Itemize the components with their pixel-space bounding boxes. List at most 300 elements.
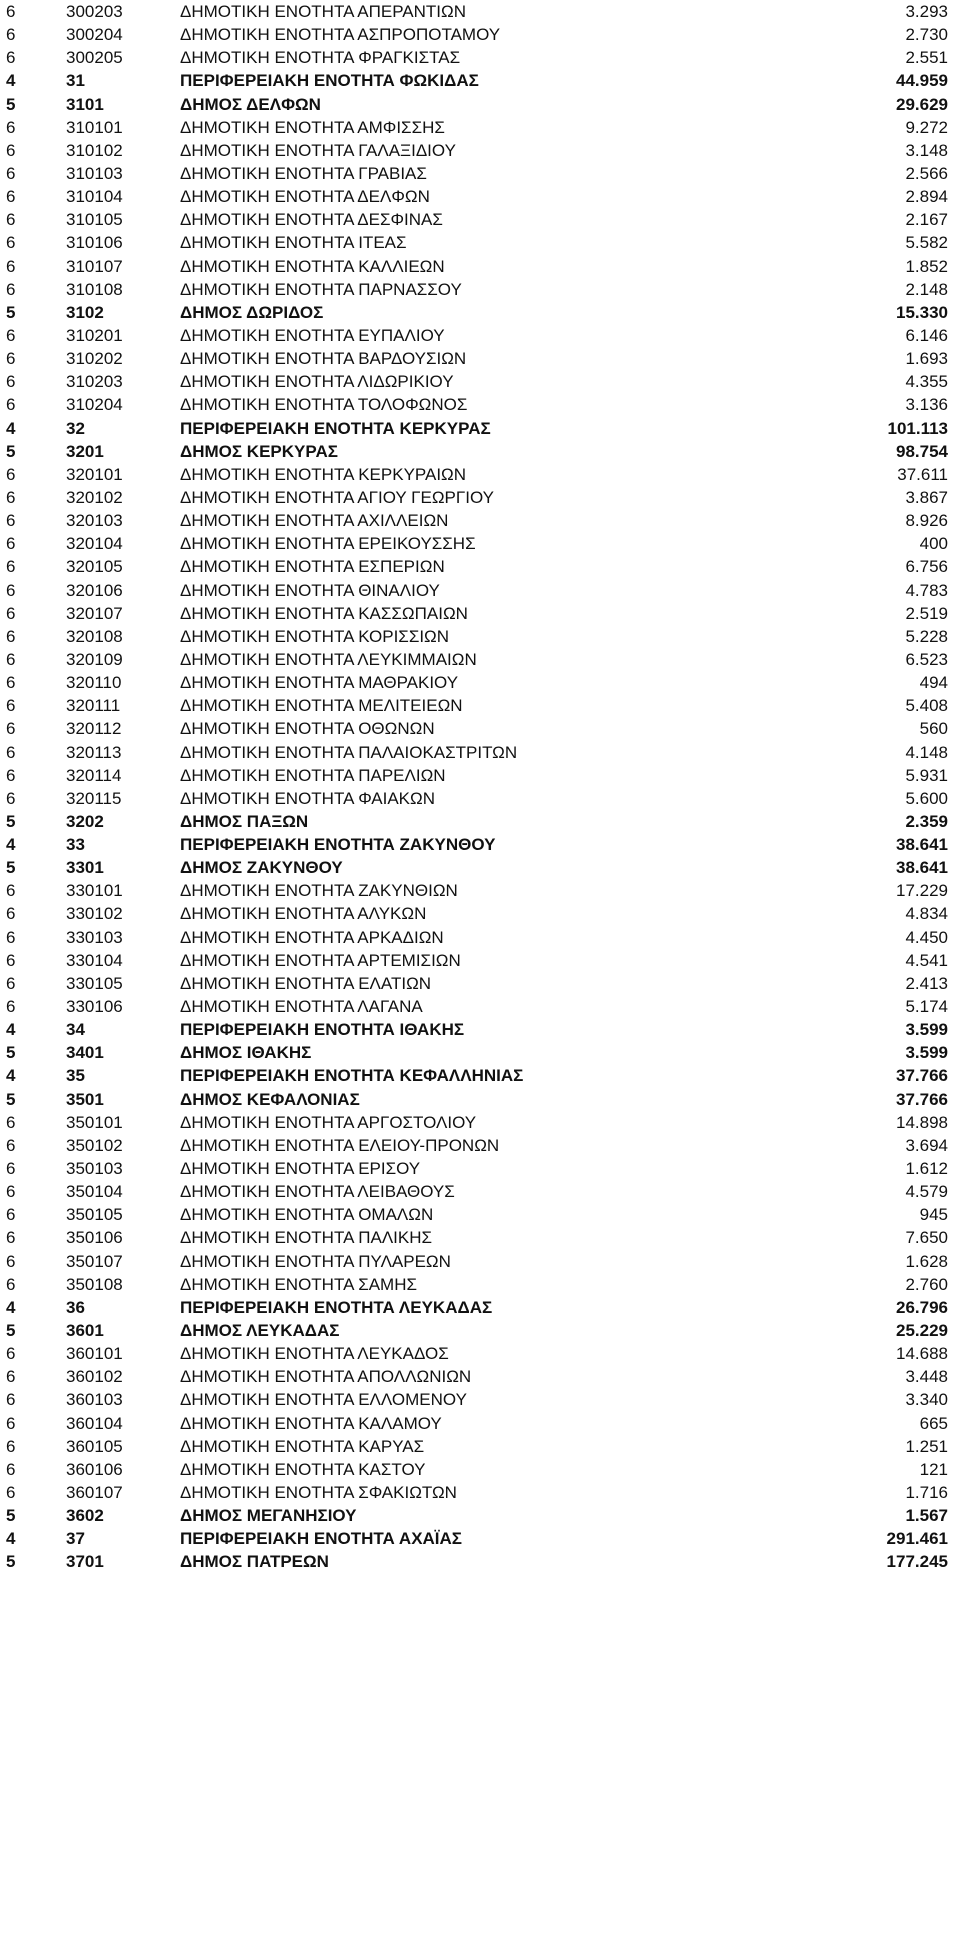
level-cell: 4 — [6, 1529, 16, 1549]
name-cell: ΔΗΜΟΣ ΛΕΥΚΑΔΑΣ — [180, 1321, 340, 1341]
code-cell: 350105 — [66, 1205, 123, 1225]
code-cell: 320102 — [66, 487, 123, 507]
level-cell: 6 — [6, 1436, 16, 1456]
table-row — [0, 69, 960, 92]
level-cell: 6 — [6, 511, 16, 531]
value-cell: 6.523 — [905, 649, 948, 669]
name-cell: ΔΗΜΟΤΙΚΗ ΕΝΟΤΗΤΑ ΑΠΕΡΑΝΤΙΩΝ — [180, 2, 467, 21]
name-cell: ΔΗΜΟΤΙΚΗ ΕΝΟΤΗΤΑ ΛΕΥΚΙΜΜΑΙΩΝ — [180, 649, 477, 669]
name-cell: ΔΗΜΟΤΙΚΗ ΕΝΟΤΗΤΑ ΟΜΑΛΩΝ — [180, 1205, 434, 1225]
table-row — [0, 208, 960, 231]
table-row — [0, 1203, 960, 1226]
table-row — [0, 1250, 960, 1273]
level-cell: 4 — [6, 835, 16, 855]
value-cell: 400 — [919, 534, 948, 554]
code-cell: 3202 — [66, 811, 104, 831]
level-cell: 6 — [6, 626, 16, 646]
code-cell: 320109 — [66, 649, 123, 669]
code-cell: 3501 — [66, 1089, 104, 1109]
code-cell: 320113 — [66, 742, 122, 762]
name-cell: ΔΗΜΟΤΙΚΗ ΕΝΟΤΗΤΑ ΚΑΛΑΜΟΥ — [180, 1413, 442, 1433]
name-cell: ΔΗΜΟΣ ΙΘΑΚΗΣ — [180, 1043, 312, 1063]
code-cell: 310203 — [66, 372, 123, 392]
level-cell: 6 — [6, 534, 16, 554]
level-cell: 5 — [6, 1043, 16, 1063]
value-cell: 4.783 — [905, 580, 948, 600]
value-cell: 2.730 — [905, 25, 948, 45]
level-cell: 4 — [6, 1297, 16, 1317]
level-cell: 6 — [6, 603, 16, 623]
name-cell: ΔΗΜΟΤΙΚΗ ΕΝΟΤΗΤΑ ΠΑΛΙΚΗΣ — [180, 1228, 433, 1248]
table-row — [0, 555, 960, 578]
code-cell: 300203 — [66, 2, 123, 21]
code-cell: 320104 — [66, 534, 123, 554]
code-cell: 350101 — [66, 1112, 123, 1132]
table-row — [0, 93, 960, 116]
table-row — [0, 1134, 960, 1157]
table-row — [0, 486, 960, 509]
table-row — [0, 116, 960, 139]
name-cell: ΔΗΜΟΤΙΚΗ ΕΝΟΤΗΤΑ ΑΧΙΛΛΕΙΩΝ — [180, 511, 449, 531]
name-cell: ΔΗΜΟΤΙΚΗ ΕΝΟΤΗΤΑ ΑΣΠΡΟΠΟΤΑΜΟΥ — [180, 25, 501, 45]
code-cell: 360107 — [66, 1483, 123, 1502]
table-row — [0, 787, 960, 810]
table-row — [0, 1458, 960, 1481]
level-cell: 6 — [6, 1112, 16, 1132]
code-cell: 3601 — [66, 1321, 104, 1341]
value-cell: 1.693 — [905, 349, 948, 369]
name-cell: ΔΗΜΟΤΙΚΗ ΕΝΟΤΗΤΑ ΠΑΡΕΛΙΩΝ — [180, 765, 446, 785]
code-cell: 310201 — [66, 325, 123, 345]
level-cell: 6 — [6, 1159, 16, 1179]
value-cell: 1.852 — [905, 256, 948, 276]
name-cell: ΔΗΜΟΤΙΚΗ ΕΝΟΤΗΤΑ ΣΑΜΗΣ — [180, 1274, 418, 1294]
level-cell: 6 — [6, 1344, 16, 1364]
level-cell: 6 — [6, 1367, 16, 1387]
table-row — [0, 1412, 960, 1435]
name-cell: ΔΗΜΟΤΙΚΗ ΕΝΟΤΗΤΑ ΚΑΛΛΙΕΩΝ — [180, 256, 445, 276]
code-cell: 3201 — [66, 441, 104, 461]
level-cell: 6 — [6, 25, 16, 45]
table-row — [0, 440, 960, 463]
value-cell: 494 — [919, 673, 948, 693]
code-cell: 360101 — [66, 1344, 123, 1364]
level-cell: 6 — [6, 788, 16, 808]
name-cell: ΔΗΜΟΣ ΔΩΡΙΔΟΣ — [180, 302, 324, 322]
code-cell: 350103 — [66, 1159, 123, 1179]
value-cell: 37.766 — [896, 1066, 948, 1086]
level-cell: 6 — [6, 1274, 16, 1294]
name-cell: ΔΗΜΟΤΙΚΗ ΕΝΟΤΗΤΑ ΕΣΠΕΡΙΩΝ — [180, 557, 445, 577]
level-cell: 5 — [6, 811, 16, 831]
value-cell: 6.146 — [905, 325, 948, 345]
name-cell: ΔΗΜΟΤΙΚΗ ΕΝΟΤΗΤΑ ΠΑΡΝΑΣΣΟΥ — [180, 279, 462, 299]
level-cell: 6 — [6, 279, 16, 299]
name-cell: ΠΕΡΙΦΕΡΕΙΑΚΗ ΕΝΟΤΗΤΑ ΑΧΑΪΑΣ — [180, 1529, 463, 1549]
name-cell: ΔΗΜΟΤΙΚΗ ΕΝΟΤΗΤΑ ΕΛΛΟΜΕΝΟΥ — [180, 1390, 467, 1410]
table-row — [0, 602, 960, 625]
level-cell: 6 — [6, 1251, 16, 1271]
level-cell: 6 — [6, 256, 16, 276]
code-cell: 310105 — [66, 210, 123, 230]
table-row — [0, 417, 960, 440]
level-cell: 6 — [6, 973, 16, 993]
level-cell: 6 — [6, 372, 16, 392]
code-cell: 31 — [66, 71, 85, 91]
code-cell: 300204 — [66, 25, 123, 45]
value-cell: 665 — [919, 1413, 948, 1433]
name-cell: ΠΕΡΙΦΕΡΕΙΑΚΗ ΕΝΟΤΗΤΑ ΚΕΦΑΛΛΗΝΙΑΣ — [180, 1066, 524, 1086]
level-cell: 6 — [6, 187, 16, 207]
level-cell: 5 — [6, 1552, 16, 1572]
name-cell: ΔΗΜΟΤΙΚΗ ΕΝΟΤΗΤΑ ΕΡΕΙΚΟΥΣΣΗΣ — [180, 534, 476, 554]
value-cell: 25.229 — [896, 1321, 948, 1341]
level-cell: 6 — [6, 349, 16, 369]
value-cell: 38.641 — [896, 835, 948, 855]
table-row — [0, 1273, 960, 1296]
name-cell: ΔΗΜΟΤΙΚΗ ΕΝΟΤΗΤΑ ΔΕΛΦΩΝ — [180, 187, 430, 207]
code-cell: 36 — [66, 1297, 85, 1317]
table-row — [0, 1018, 960, 1041]
name-cell: ΔΗΜΟΤΙΚΗ ΕΝΟΤΗΤΑ ΑΛΥΚΩΝ — [180, 904, 427, 924]
name-cell: ΔΗΜΟΤΙΚΗ ΕΝΟΤΗΤΑ ΠΥΛΑΡΕΩΝ — [180, 1251, 451, 1271]
name-cell: ΔΗΜΟΤΙΚΗ ΕΝΟΤΗΤΑ ΣΦΑΚΙΩΤΩΝ — [180, 1483, 457, 1502]
table-row — [0, 324, 960, 347]
value-cell: 2.551 — [905, 48, 948, 68]
code-cell: 350106 — [66, 1228, 123, 1248]
value-cell: 9.272 — [905, 117, 948, 137]
table-row — [0, 393, 960, 416]
code-cell: 330104 — [66, 950, 123, 970]
name-cell: ΔΗΜΟΤΙΚΗ ΕΝΟΤΗΤΑ ΑΡΚΑΔΙΩΝ — [180, 927, 444, 947]
table-row — [0, 1088, 960, 1111]
code-cell: 310106 — [66, 233, 123, 253]
code-cell: 360102 — [66, 1367, 123, 1387]
table-row — [0, 648, 960, 671]
name-cell: ΔΗΜΟΤΙΚΗ ΕΝΟΤΗΤΑ ΕΛΕΙΟΥ-ΠΡΟΝΩΝ — [180, 1135, 500, 1155]
value-cell: 14.898 — [896, 1112, 948, 1132]
table-row — [0, 1435, 960, 1458]
level-cell: 5 — [6, 1506, 16, 1526]
code-cell: 350102 — [66, 1135, 123, 1155]
table-row — [0, 972, 960, 995]
code-cell: 320103 — [66, 511, 123, 531]
level-cell: 6 — [6, 48, 16, 68]
table-row — [0, 1365, 960, 1388]
name-cell: ΔΗΜΟΤΙΚΗ ΕΝΟΤΗΤΑ ΟΘΩΝΩΝ — [180, 719, 435, 739]
name-cell: ΔΗΜΟΤΙΚΗ ΕΝΟΤΗΤΑ ΑΓΙΟΥ ΓΕΩΡΓΙΟΥ — [180, 487, 494, 507]
code-cell: 310103 — [66, 163, 123, 183]
level-cell: 6 — [6, 1483, 16, 1502]
name-cell: ΠΕΡΙΦΕΡΕΙΑΚΗ ΕΝΟΤΗΤΑ ΖΑΚΥΝΘΟΥ — [180, 835, 496, 855]
table-row — [0, 1111, 960, 1134]
code-cell: 350104 — [66, 1182, 123, 1202]
level-cell: 6 — [6, 765, 16, 785]
level-cell: 5 — [6, 441, 16, 461]
value-cell: 5.408 — [905, 696, 948, 716]
name-cell: ΔΗΜΟΤΙΚΗ ΕΝΟΤΗΤΑ ΜΕΛΙΤΕΙΕΩΝ — [180, 696, 463, 716]
code-cell: 310202 — [66, 349, 123, 369]
name-cell: ΔΗΜΟΤΙΚΗ ΕΝΟΤΗΤΑ ΑΡΤΕΜΙΣΙΩΝ — [180, 950, 461, 970]
code-cell: 3301 — [66, 858, 104, 878]
level-cell: 6 — [6, 233, 16, 253]
name-cell: ΔΗΜΟΤΙΚΗ ΕΝΟΤΗΤΑ ΦΡΑΓΚΙΣΤΑΣ — [180, 48, 461, 68]
name-cell: ΔΗΜΟΤΙΚΗ ΕΝΟΤΗΤΑ ΘΙΝΑΛΙΟΥ — [180, 580, 440, 600]
value-cell: 44.959 — [896, 71, 948, 91]
code-cell: 320107 — [66, 603, 123, 623]
table-row — [0, 0, 960, 23]
code-cell: 310102 — [66, 140, 123, 160]
value-cell: 98.754 — [896, 441, 948, 461]
table-row — [0, 162, 960, 185]
name-cell: ΔΗΜΟΤΙΚΗ ΕΝΟΤΗΤΑ ΕΥΠΑΛΙΟΥ — [180, 325, 445, 345]
value-cell: 4.450 — [905, 927, 948, 947]
level-cell: 5 — [6, 94, 16, 114]
value-cell: 1.567 — [905, 1506, 948, 1526]
table-row — [0, 879, 960, 902]
level-cell: 6 — [6, 1182, 16, 1202]
table-row — [0, 1527, 960, 1550]
name-cell: ΠΕΡΙΦΕΡΕΙΑΚΗ ΕΝΟΤΗΤΑ ΙΘΑΚΗΣ — [180, 1020, 465, 1040]
table-row — [0, 741, 960, 764]
name-cell: ΔΗΜΟΤΙΚΗ ΕΝΟΤΗΤΑ ΚΑΣΤΟΥ — [180, 1459, 426, 1479]
name-cell: ΔΗΜΟΤΙΚΗ ΕΝΟΤΗΤΑ ΜΑΘΡΑΚΙΟΥ — [180, 673, 459, 693]
table-row — [0, 46, 960, 69]
name-cell: ΔΗΜΟΤΙΚΗ ΕΝΟΤΗΤΑ ΛΑΓΑΝΑ — [180, 997, 423, 1017]
code-cell: 330101 — [66, 881, 123, 901]
level-cell: 6 — [6, 163, 16, 183]
table-row — [0, 1296, 960, 1319]
table-row — [0, 509, 960, 532]
value-cell: 14.688 — [896, 1344, 948, 1364]
level-cell: 6 — [6, 719, 16, 739]
code-cell: 35 — [66, 1066, 85, 1086]
table-row — [0, 532, 960, 555]
code-cell: 37 — [66, 1529, 85, 1549]
name-cell: ΔΗΜΟΤΙΚΗ ΕΝΟΤΗΤΑ ΓΑΛΑΞΙΔΙΟΥ — [180, 140, 456, 160]
value-cell: 121 — [919, 1459, 948, 1479]
code-cell: 330103 — [66, 927, 123, 947]
name-cell: ΔΗΜΟΤΙΚΗ ΕΝΟΤΗΤΑ ΚΟΡΙΣΣΙΩΝ — [180, 626, 450, 646]
level-cell: 6 — [6, 557, 16, 577]
level-cell: 5 — [6, 1089, 16, 1109]
value-cell: 3.340 — [905, 1390, 948, 1410]
name-cell: ΔΗΜΟΤΙΚΗ ΕΝΟΤΗΤΑ ΛΕΙΒΑΘΟΥΣ — [180, 1182, 455, 1202]
level-cell: 4 — [6, 418, 16, 438]
table-row — [0, 185, 960, 208]
value-cell: 1.628 — [905, 1251, 948, 1271]
value-cell: 177.245 — [886, 1552, 948, 1572]
value-cell: 3.148 — [905, 140, 948, 160]
value-cell: 3.867 — [905, 487, 948, 507]
code-cell: 3701 — [66, 1552, 104, 1572]
value-cell: 2.167 — [905, 210, 948, 230]
level-cell: 4 — [6, 1020, 16, 1040]
name-cell: ΔΗΜΟΤΙΚΗ ΕΝΟΤΗΤΑ ΑΡΓΟΣΤΟΛΙΟΥ — [180, 1112, 477, 1132]
value-cell: 3.599 — [905, 1020, 948, 1040]
name-cell: ΔΗΜΟΤΙΚΗ ΕΝΟΤΗΤΑ ΛΙΔΩΡΙΚΙΟΥ — [180, 372, 454, 392]
table-row — [0, 579, 960, 602]
name-cell: ΔΗΜΟΤΙΚΗ ΕΝΟΤΗΤΑ ΓΡΑΒΙΑΣ — [180, 163, 427, 183]
table-row — [0, 902, 960, 925]
code-cell: 320101 — [66, 464, 123, 484]
code-cell: 3602 — [66, 1506, 104, 1526]
code-cell: 34 — [66, 1020, 85, 1040]
code-cell: 350108 — [66, 1274, 123, 1294]
value-cell: 4.541 — [905, 950, 948, 970]
table-row — [0, 926, 960, 949]
value-cell: 3.599 — [905, 1043, 948, 1063]
code-cell: 320110 — [66, 673, 122, 693]
level-cell: 6 — [6, 1205, 16, 1225]
table-row — [0, 856, 960, 879]
value-cell: 17.229 — [896, 881, 948, 901]
code-cell: 320108 — [66, 626, 123, 646]
code-cell: 3401 — [66, 1043, 104, 1063]
name-cell: ΔΗΜΟΣ ΔΕΛΦΩΝ — [180, 94, 321, 114]
code-cell: 3102 — [66, 302, 104, 322]
name-cell: ΔΗΜΟΣ ΠΑΞΩΝ — [180, 811, 309, 831]
value-cell: 2.359 — [905, 811, 948, 831]
name-cell: ΔΗΜΟΣ ΠΑΤΡΕΩΝ — [180, 1552, 329, 1572]
code-cell: 360103 — [66, 1390, 123, 1410]
name-cell: ΔΗΜΟΤΙΚΗ ΕΝΟΤΗΤΑ ΤΟΛΟΦΩΝΟΣ — [180, 395, 468, 415]
level-cell: 6 — [6, 1413, 16, 1433]
table-row — [0, 301, 960, 324]
table-row — [0, 1388, 960, 1411]
name-cell: ΔΗΜΟΣ ΜΕΓΑΝΗΣΙΟΥ — [180, 1506, 357, 1526]
value-cell: 2.894 — [905, 187, 948, 207]
level-cell: 6 — [6, 325, 16, 345]
table-row — [0, 717, 960, 740]
table-row — [0, 1226, 960, 1249]
name-cell: ΔΗΜΟΤΙΚΗ ΕΝΟΤΗΤΑ ΑΜΦΙΣΣΗΣ — [180, 117, 445, 137]
level-cell: 6 — [6, 1459, 16, 1479]
name-cell: ΔΗΜΟΤΙΚΗ ΕΝΟΤΗΤΑ ΕΡΙΣΟΥ — [180, 1159, 421, 1179]
value-cell: 2.148 — [905, 279, 948, 299]
name-cell: ΠΕΡΙΦΕΡΕΙΑΚΗ ΕΝΟΤΗΤΑ ΛΕΥΚΑΔΑΣ — [180, 1297, 493, 1317]
value-cell: 37.611 — [897, 464, 948, 484]
table-row — [0, 995, 960, 1018]
table-row — [0, 625, 960, 648]
level-cell: 6 — [6, 881, 16, 901]
code-cell: 310101 — [66, 117, 123, 137]
level-cell: 5 — [6, 302, 16, 322]
table-row — [0, 255, 960, 278]
table-row — [0, 347, 960, 370]
value-cell: 5.228 — [905, 626, 948, 646]
level-cell: 6 — [6, 117, 16, 137]
table-row — [0, 1550, 960, 1573]
code-cell: 33 — [66, 835, 85, 855]
value-cell: 37.766 — [896, 1089, 948, 1109]
name-cell: ΔΗΜΟΣ ΖΑΚΥΝΘΟΥ — [180, 858, 343, 878]
value-cell: 945 — [919, 1205, 948, 1225]
table-row — [0, 1504, 960, 1527]
level-cell: 6 — [6, 649, 16, 669]
name-cell: ΔΗΜΟΤΙΚΗ ΕΝΟΤΗΤΑ ΚΑΣΣΩΠΑΙΩΝ — [180, 603, 468, 623]
value-cell: 4.148 — [905, 742, 948, 762]
code-cell: 310108 — [66, 279, 123, 299]
name-cell: ΔΗΜΟΤΙΚΗ ΕΝΟΤΗΤΑ ΖΑΚΥΝΘΙΩΝ — [180, 881, 458, 901]
code-cell: 310104 — [66, 187, 123, 207]
value-cell: 7.650 — [905, 1228, 948, 1248]
table-row — [0, 1319, 960, 1342]
value-cell: 2.760 — [905, 1274, 948, 1294]
value-cell: 8.926 — [905, 511, 948, 531]
value-cell: 29.629 — [896, 94, 948, 114]
level-cell: 6 — [6, 487, 16, 507]
table-row — [0, 1180, 960, 1203]
level-cell: 5 — [6, 858, 16, 878]
table-row — [0, 1481, 960, 1504]
level-cell: 6 — [6, 904, 16, 924]
value-cell: 1.251 — [905, 1436, 948, 1456]
code-cell: 330102 — [66, 904, 123, 924]
table-row — [0, 671, 960, 694]
value-cell: 291.461 — [886, 1529, 948, 1549]
name-cell: ΔΗΜΟΤΙΚΗ ΕΝΟΤΗΤΑ ΚΑΡΥΑΣ — [180, 1436, 425, 1456]
value-cell: 3.694 — [905, 1135, 948, 1155]
code-cell: 310204 — [66, 395, 123, 415]
level-cell: 6 — [6, 464, 16, 484]
level-cell: 6 — [6, 1228, 16, 1248]
level-cell: 6 — [6, 140, 16, 160]
code-cell: 320112 — [66, 719, 122, 739]
value-cell: 101.113 — [887, 418, 948, 438]
level-cell: 6 — [6, 395, 16, 415]
level-cell: 6 — [6, 673, 16, 693]
name-cell: ΔΗΜΟΤΙΚΗ ΕΝΟΤΗΤΑ ΛΕΥΚΑΔΟΣ — [180, 1344, 449, 1364]
table-row — [0, 370, 960, 393]
name-cell: ΔΗΜΟΤΙΚΗ ΕΝΟΤΗΤΑ ΚΕΡΚΥΡΑΙΩΝ — [180, 464, 467, 484]
name-cell: ΔΗΜΟΤΙΚΗ ΕΝΟΤΗΤΑ ΠΑΛΑΙΟΚΑΣΤΡΙΤΩΝ — [180, 742, 518, 762]
name-cell: ΔΗΜΟΣ ΚΕΡΚΥΡΑΣ — [180, 441, 338, 461]
name-cell: ΔΗΜΟΤΙΚΗ ΕΝΟΤΗΤΑ ΦΑΙΑΚΩΝ — [180, 788, 436, 808]
value-cell: 5.582 — [905, 233, 948, 253]
table-row — [0, 810, 960, 833]
value-cell: 4.834 — [905, 904, 948, 924]
value-cell: 6.756 — [905, 557, 948, 577]
level-cell: 4 — [6, 71, 16, 91]
level-cell: 4 — [6, 1066, 16, 1086]
value-cell: 560 — [919, 719, 948, 739]
code-cell: 320105 — [66, 557, 123, 577]
value-cell: 2.519 — [905, 603, 948, 623]
level-cell: 5 — [6, 1321, 16, 1341]
code-cell: 32 — [66, 418, 85, 438]
table-row — [0, 1064, 960, 1087]
name-cell: ΠΕΡΙΦΕΡΕΙΑΚΗ ΕΝΟΤΗΤΑ ΚΕΡΚΥΡΑΣ — [180, 418, 491, 438]
table-row — [0, 949, 960, 972]
name-cell: ΠΕΡΙΦΕΡΕΙΑΚΗ ΕΝΟΤΗΤΑ ΦΩΚΙΔΑΣ — [180, 71, 479, 91]
value-cell: 4.579 — [905, 1182, 948, 1202]
table-row — [0, 1157, 960, 1180]
value-cell: 3.136 — [905, 395, 948, 415]
code-cell: 360105 — [66, 1436, 123, 1456]
table-row — [0, 139, 960, 162]
value-cell: 3.293 — [905, 2, 948, 21]
table-row — [0, 1342, 960, 1365]
table-row — [0, 694, 960, 717]
code-cell: 3101 — [66, 94, 104, 114]
value-cell: 2.566 — [905, 163, 948, 183]
table-row — [0, 278, 960, 301]
code-cell: 320114 — [66, 765, 122, 785]
table-row — [0, 463, 960, 486]
name-cell: ΔΗΜΟΤΙΚΗ ΕΝΟΤΗΤΑ ΔΕΣΦΙΝΑΣ — [180, 210, 443, 230]
level-cell: 6 — [6, 2, 16, 21]
